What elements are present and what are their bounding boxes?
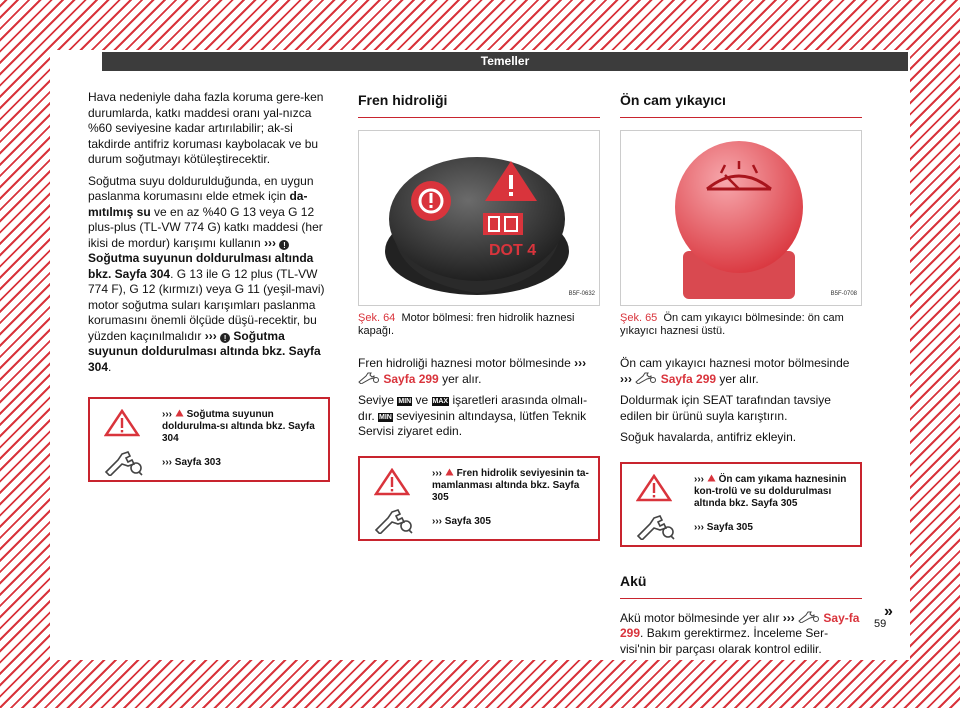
paragraph: Ön cam yıkayıcı haznesi motor bölmesinde ››› Sayfa 299 yer alır.	[620, 356, 850, 386]
warning-reference[interactable]: Fren hidrolik seviyesinin ta-mamlanması altında bkz. Sayfa 305	[432, 467, 589, 503]
page-link[interactable]: Sayfa 299	[660, 371, 717, 386]
exclamation-icon: !	[220, 333, 230, 343]
figure-caption: Şek. 65 Ön cam yıkayıcı bölmesinde: ön cam yıkayıcı haznesi üstü.	[620, 312, 844, 337]
min-mark: MIN	[379, 413, 392, 421]
warning-icon	[636, 474, 672, 502]
warning-small-icon	[445, 468, 454, 476]
warning-reference[interactable]: Ön cam yıkama haznesinin kon-trolü ve su doldurulması altında bkz. Sayfa 305	[694, 473, 847, 509]
wrench-small-icon	[635, 372, 657, 384]
section-title: Ön cam yıkayıcı	[620, 90, 862, 118]
notice-box	[88, 397, 330, 482]
arrows-icon: ›››	[162, 457, 172, 468]
cross-reference[interactable]: Soğutma suyunun doldurulması altında bkz. Sayfa 304	[88, 328, 321, 374]
paragraph: Soğutma suyu doldurulduğunda, en uygun paslanma korumasını elde etmek için da-mıtılmış su ve en az %40 G 13 veya G 12 plus-plus (TL-VW 774 G) katkı maddesi (her ikisi de mordur) karışımı kullanın ››› ! Soğutma suyunun doldurulması altında bkz. Sayfa 304. G 13 ile G 12 plus (TL-VW 774 F), G 12 (kırmızı) veya G 11 (yeşil-mavi) motor soğutma suları karışımları paslanma korumasını önemli ölçüde düşü-recektir, bu yüzden kaçınılmalıdır ››› ! Soğutma suyunun doldurulması altında bkz. Sayfa 304.	[88, 173, 325, 374]
page-number: 59	[874, 618, 887, 630]
brake-cap-figure	[358, 130, 600, 306]
cap-embossed-text: DOT 4	[489, 242, 537, 259]
exclamation-icon: !	[279, 240, 289, 250]
wrench-icon	[104, 450, 144, 476]
column-2	[358, 90, 600, 541]
figure-label: Şek. 64	[358, 312, 396, 324]
wrench-small-icon	[358, 372, 380, 384]
notice-box	[358, 456, 600, 541]
page-body	[50, 50, 910, 660]
paragraph: Akü motor bölmesinde yer alır ››› Say-fa 299. Bakım gerektirmez. İnceleme Ser-visi'nin bir parçası olarak kontrol edilir.	[620, 610, 860, 656]
washer-reservoir-cap-image	[621, 131, 861, 306]
section-title: Fren hidroliği	[358, 90, 600, 118]
brake-fluid-cap-image	[359, 131, 599, 306]
arrows-icon: ›››	[264, 235, 277, 250]
arrows-icon: ›››	[162, 409, 172, 420]
washer-cap-figure	[620, 130, 862, 306]
paragraph: Soğuk havalarda, antifriz ekleyin.	[620, 430, 797, 444]
arrows-icon: ›››	[432, 515, 442, 527]
arrows-icon: ›››	[574, 356, 587, 370]
page-link[interactable]: Say-fa 299	[620, 610, 860, 640]
warning-reference[interactable]: Soğutma suyunun doldurulma-sı altında bkz. Sayfa 304	[162, 409, 315, 444]
min-mark: MIN	[398, 398, 412, 405]
continued-icon: »	[884, 603, 893, 620]
page-header: Temeller	[102, 52, 908, 71]
paragraph: Doldurmak için SEAT tarafından tavsiye edilen bir ürünü suyla karıştırın.	[620, 393, 831, 423]
cross-reference[interactable]: Soğutma suyunun doldurulması altında bkz. Sayfa 304	[88, 251, 314, 281]
warning-icon	[104, 409, 140, 437]
figure-code: B5F-0708	[830, 290, 857, 297]
wrench-icon	[374, 508, 414, 534]
arrows-icon: ›››	[204, 328, 217, 343]
column-1	[88, 90, 330, 482]
page-link[interactable]: Sayfa 299	[383, 371, 439, 386]
page-reference[interactable]: Sayfa 305	[706, 521, 753, 533]
arrows-icon: ›››	[694, 473, 704, 485]
warning-icon	[374, 468, 410, 496]
max-mark: MAX	[432, 398, 449, 405]
column-3	[620, 90, 862, 663]
arrows-icon: ›››	[694, 521, 704, 533]
arrows-icon: ›››	[620, 371, 632, 386]
paragraph: Fren hidroliği haznesi motor bölmesinde ››› Sayfa 299 yer alır.	[358, 356, 587, 386]
figure-label: Şek. 65	[620, 312, 658, 324]
page-reference[interactable]: Sayfa 305	[444, 515, 491, 527]
paragraph: Seviye MIN ve MAX işaretleri arasında olmalı-dır. MIN seviyesinin altındaysa, lütfen Teknik Servisi ziyaret edin.	[358, 393, 588, 438]
page-reference[interactable]: Sayfa 303	[174, 457, 221, 468]
wrench-icon	[636, 514, 676, 540]
figure-code: B5F-0632	[568, 290, 595, 297]
arrows-icon: ›››	[432, 467, 442, 479]
figure-caption: Şek. 64 Motor bölmesi: fren hidrolik haznesi kapağı.	[358, 312, 575, 337]
wrench-small-icon	[798, 611, 820, 623]
section-title: Akü	[620, 571, 862, 599]
notice-box	[620, 462, 862, 547]
arrows-icon: ›››	[782, 610, 795, 625]
paragraph: Hava nedeniyle daha fazla koruma gere-ken durumlarda, katkı maddesi oranı yal-nızca %60 seviyesine kadar artırılabilir; ak-si takdirde antifriz koruması kaybolacak ve bu durum soğutmayı kötüleştirecektir.	[88, 90, 324, 166]
warning-small-icon	[707, 474, 716, 482]
warning-small-icon	[175, 409, 184, 417]
